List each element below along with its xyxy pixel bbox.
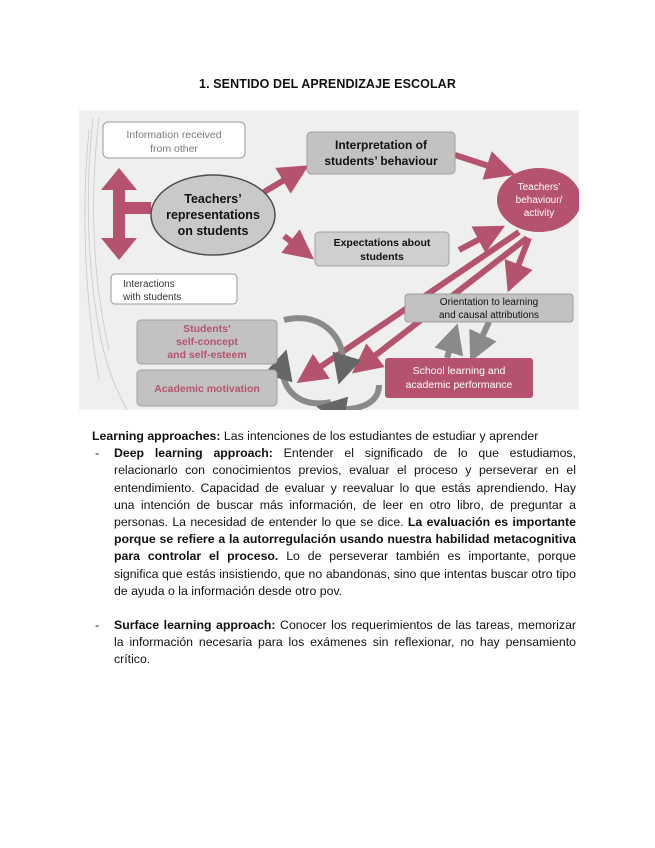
representations-line1: Teachers’ [184,192,242,206]
node-school-learning [385,358,533,398]
node-academic-motivation [137,370,277,406]
representations-line2: representations [166,208,260,222]
self-concept-line1: Students’ [183,323,231,335]
page-title: 1. SENTIDO DEL APRENDIZAJE ESCOLAR [199,77,456,91]
node-teachers-representations [151,175,275,255]
interpretation-line2: students’ behaviour [324,154,438,168]
node-teachers-behaviour [497,168,579,232]
teachers-behaviour-line1: Teachers’ [517,182,561,193]
intro-paragraph [92,428,576,445]
self-concept-line2: self-concept [176,336,238,348]
node-self-concept [137,320,277,364]
paragraph-gap [92,600,576,617]
body-text [92,428,576,669]
info-received-line2: from other [150,143,198,155]
intro-text: Las intenciones de los estudiantes de estudiar y aprender [220,429,539,443]
representations-line3: on students [177,224,249,238]
teachers-behaviour-line2: behaviour/ [515,195,563,206]
node-expectations [315,232,449,266]
school-learning-line1: School learning and [412,365,506,377]
academic-motivation-label: Academic motivation [154,383,260,395]
self-concept-line3: and self-esteem [167,349,247,361]
intro-label: Learning approaches: [92,429,221,443]
orientation-line2: and causal attributions [438,310,540,321]
interpretation-line1: Interpretation of [335,138,427,152]
deep-approach-text3: Lo de perseverar también es importante, porque significa que estás insistiendo, que no abandonas, sino que intentas buscar otro tipo de ayuda o la información desde otro pov. [114,549,576,598]
surface-approach-label: Surface learning approach: [114,618,276,633]
info-received-line1: Information received [126,129,222,141]
bullet-dash: - [95,618,100,633]
diagram-svg [79,110,579,410]
teachers-behaviour-line3: activity [523,208,555,219]
orientation-line1: Orientation to learning [439,297,539,308]
expectations-line1: Expectations about [333,237,431,249]
interactions-line1: Interactions [123,279,175,290]
diagram-figure [79,110,579,410]
node-interactions [111,274,237,304]
deep-approach-label: Deep learning approach: [114,446,273,461]
interactions-line2: with students [123,292,182,303]
deep-approach-bold: La evaluación es importante porque se refiere a la autorregulación usando nuestra habilidad metacognitiva para controlar el proceso. [114,515,576,564]
surface-approach-item [92,617,576,669]
node-orientation [405,294,573,322]
deep-approach-item [92,445,576,600]
expectations-line2: students [360,251,404,263]
node-info-received [103,122,245,158]
school-learning-line2: academic performance [405,379,513,391]
node-interpretation [307,132,455,174]
surface-approach-text: Conocer los requerimientos de las tareas, memorizar la información necesaria para los exámenes sin reflexionar, no hay pensamiento crítico. [114,618,576,667]
bullet-dash: - [95,446,100,461]
deep-approach-text1: Entender el significado de lo que estudiamos, relacionarlo con conocimientos previos, evaluar el proceso y perseverar en el entendimiento. Capacidad de evaluar y reevaluar lo que estás aprendiendo. Hay una intención de buscar más información, de leer en otro libro, de preguntar a personas. La necesidad de entender lo que se dice. [114,446,576,530]
